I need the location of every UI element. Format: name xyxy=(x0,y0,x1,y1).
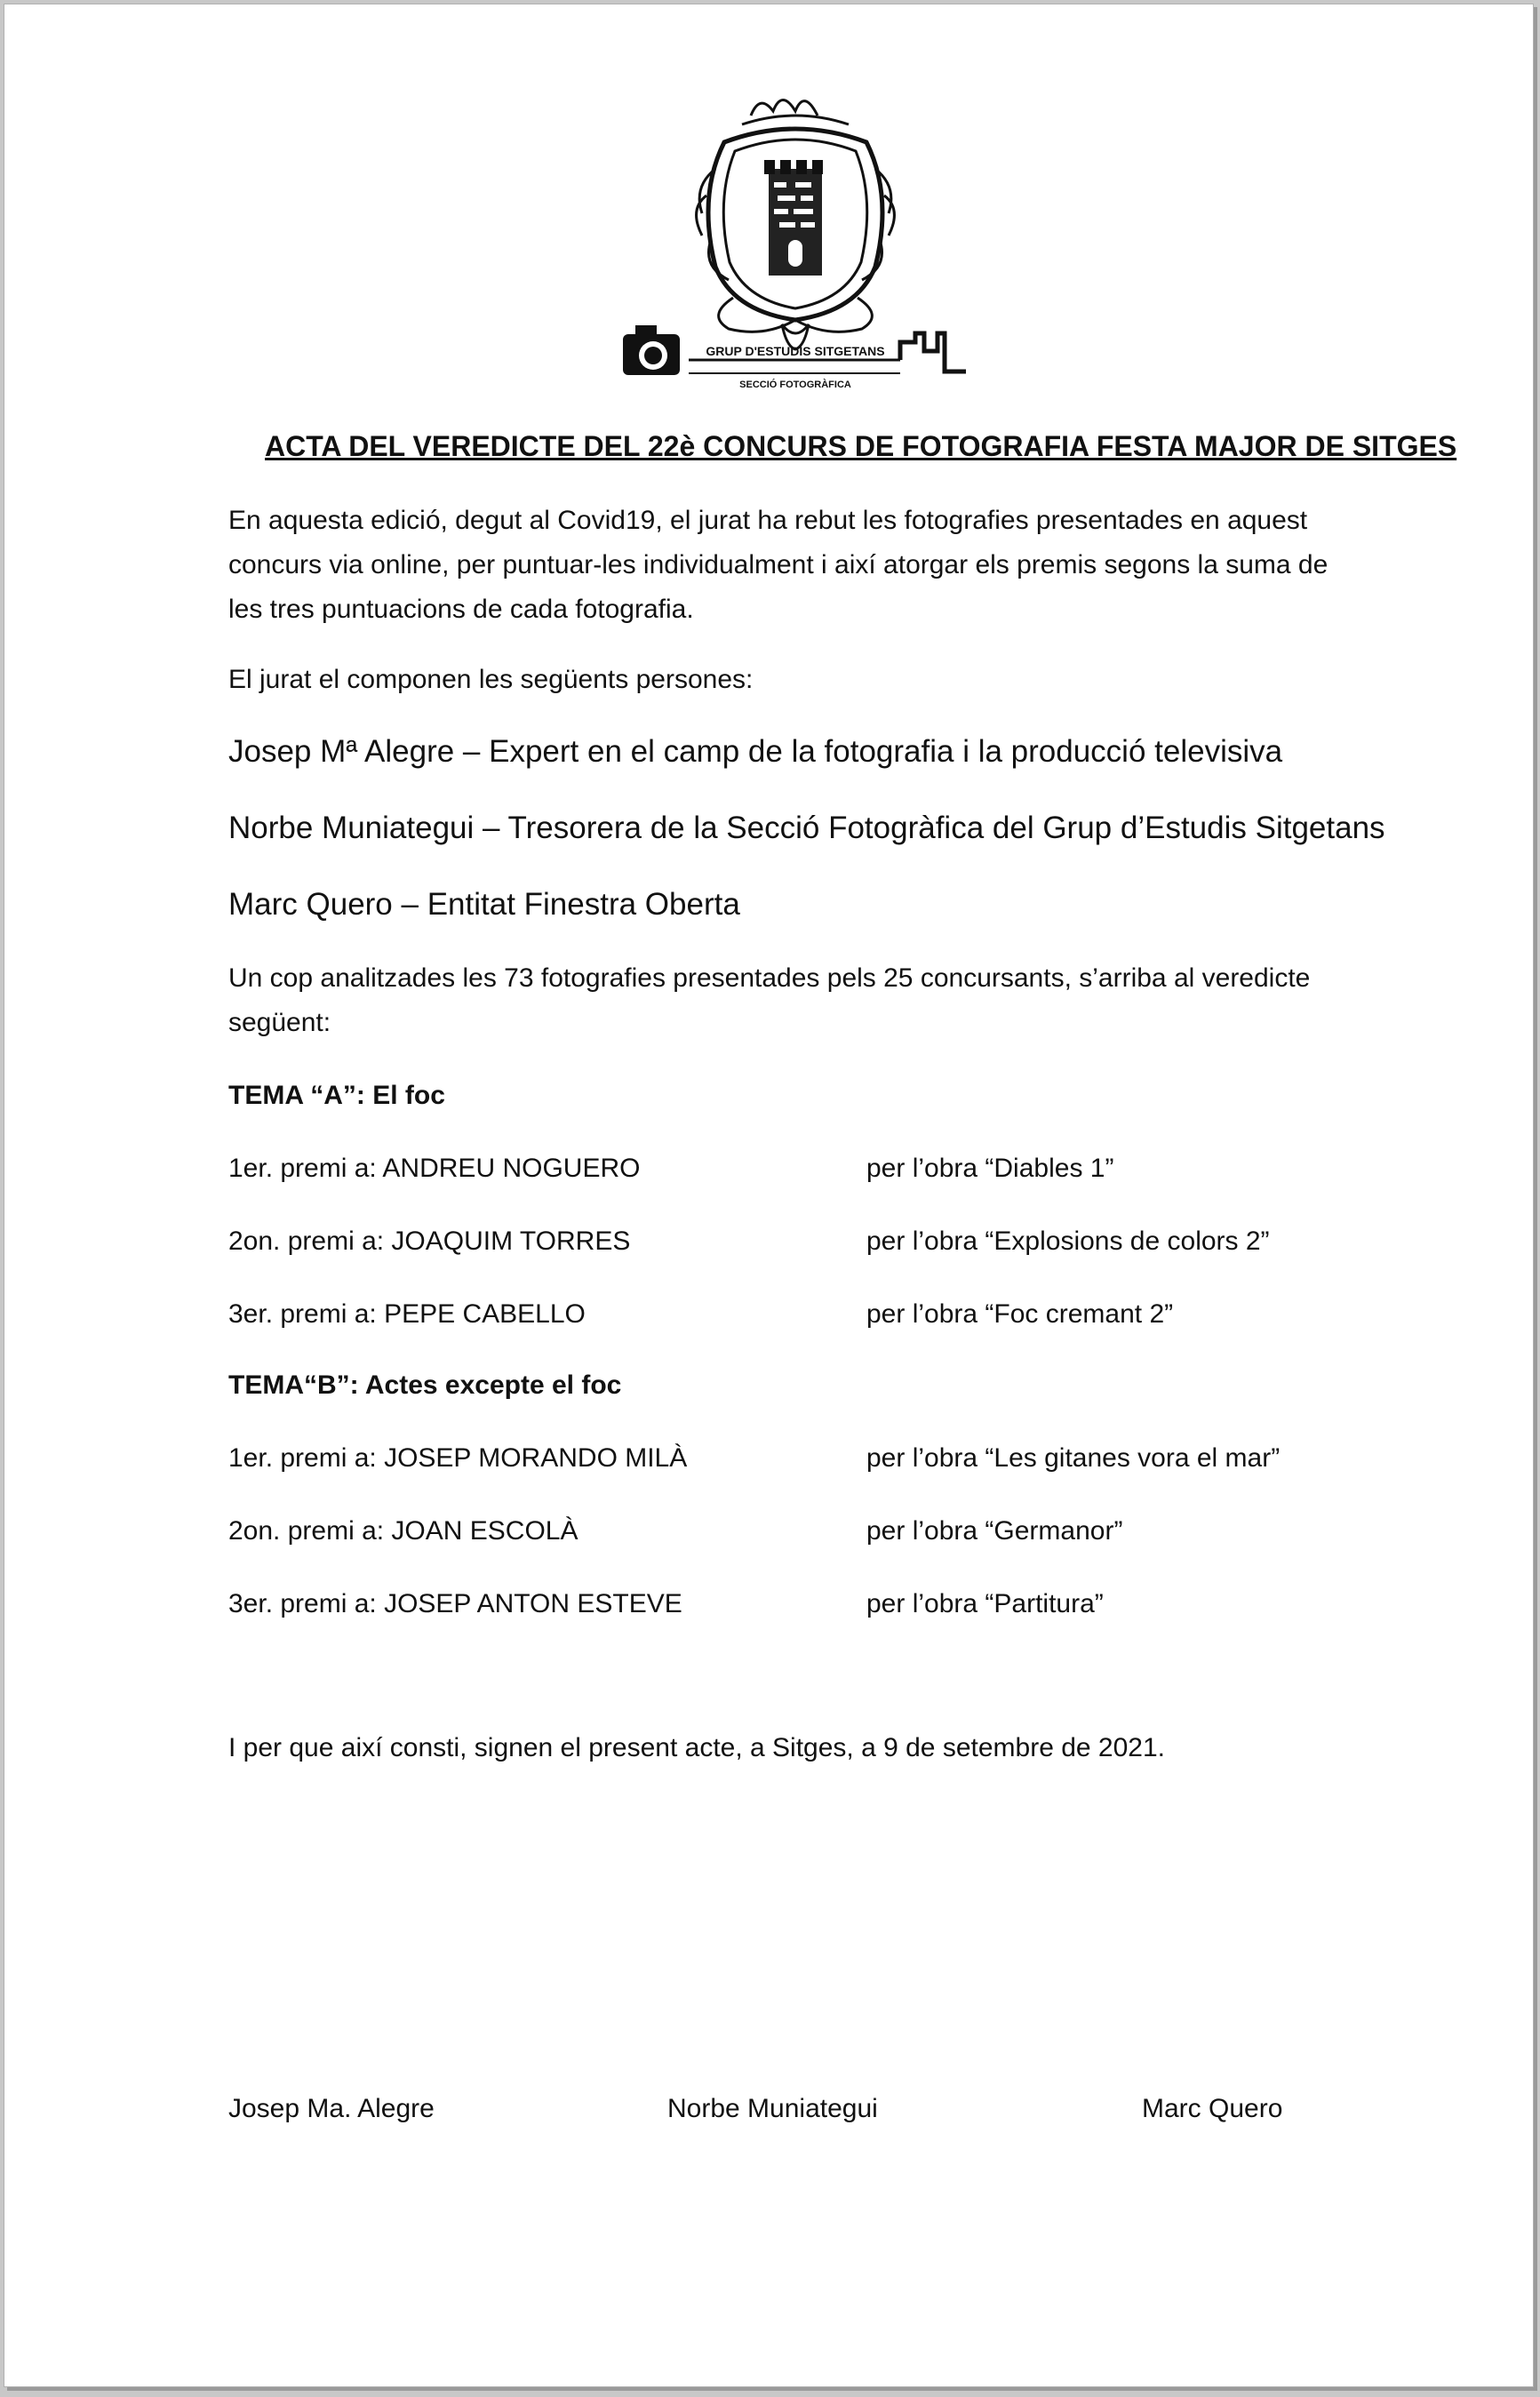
jury-intro: El jurat el componen les següents persones: xyxy=(228,665,754,694)
theme-b-prize-1-work: per l’obra “Les gitanes vora el mar” xyxy=(866,1443,1281,1473)
theme-b-prize-3-work: per l’obra “Partitura” xyxy=(866,1589,1104,1618)
theme-b-prize-3-place: 3er. premi a: JOSEP ANTON ESTEVE xyxy=(228,1589,682,1618)
signature-3: Marc Quero xyxy=(1142,2094,1283,2123)
signature-2: Norbe Muniategui xyxy=(667,2094,878,2123)
jury-member-2: Norbe Muniategui – Tresorera de la Secció Fotogràfica del Grup d’Estudis Sitgetans xyxy=(228,811,1385,845)
theme-b-prize-1-place: 1er. premi a: JOSEP MORANDO MILÀ xyxy=(228,1443,688,1473)
theme-a-prize-2-work: per l’obra “Explosions de colors 2” xyxy=(866,1226,1270,1256)
jury-member-1: Josep Mª Alegre – Expert en el camp de la fotografia i la producció televisiva xyxy=(228,734,1283,769)
theme-a-heading: TEMA “A”: El foc xyxy=(228,1081,445,1110)
theme-b-prize-2-place: 2on. premi a: JOAN ESCOLÀ xyxy=(228,1516,578,1546)
skyline-icon xyxy=(900,333,966,372)
theme-b-prize-2-work: per l’obra “Germanor” xyxy=(866,1516,1123,1546)
intro-paragraph: En aquesta edició, degut al Covid19, el jurat ha rebut les fotografies presentades en aquest concurs via online, per puntuar-les individualment i així atorgar els premis segons la suma de les tres puntuacions de cada fotografia. xyxy=(228,506,1329,624)
closing-statement: I per que així consti, signen el present acte, a Sitges, a 9 de setembre de 2021. xyxy=(228,1733,1165,1762)
camera-icon xyxy=(623,325,680,375)
analysis-line-1: Un cop analitzades les 73 fotografies presentades pels 25 concursants, s’arriba al veredicte xyxy=(228,963,1311,993)
theme-b-heading: TEMA“B”: Actes excepte el foc xyxy=(228,1370,622,1400)
theme-a-prize-3-place: 3er. premi a: PEPE CABELLO xyxy=(228,1299,586,1329)
analysis-line-2: següent: xyxy=(228,1008,331,1037)
document-page xyxy=(4,4,1534,2387)
page-title: ACTA DEL VEREDICTE DEL 22è CONCURS DE FOTOGRAFIA FESTA MAJOR DE SITGES xyxy=(265,430,1457,462)
signature-1: Josep Ma. Alegre xyxy=(228,2094,435,2123)
logo xyxy=(618,89,973,391)
tower-icon xyxy=(764,160,823,276)
theme-a-prize-1-place: 1er. premi a: ANDREU NOGUERO xyxy=(228,1154,641,1183)
theme-a-prize-2-place: 2on. premi a: JOAQUIM TORRES xyxy=(228,1226,631,1256)
logo-text-line2: SECCIÓ FOTOGRÀFICA xyxy=(739,380,851,390)
theme-a-prize-1-work: per l’obra “Diables 1” xyxy=(866,1154,1114,1183)
logo-banner xyxy=(689,344,900,390)
jury-member-3: Marc Quero – Entitat Finestra Oberta xyxy=(228,887,740,922)
theme-a-prize-3-work: per l’obra “Foc cremant 2” xyxy=(866,1299,1174,1329)
logo-text-line1: GRUP D'ESTUDIS SITGETANS xyxy=(706,344,885,358)
